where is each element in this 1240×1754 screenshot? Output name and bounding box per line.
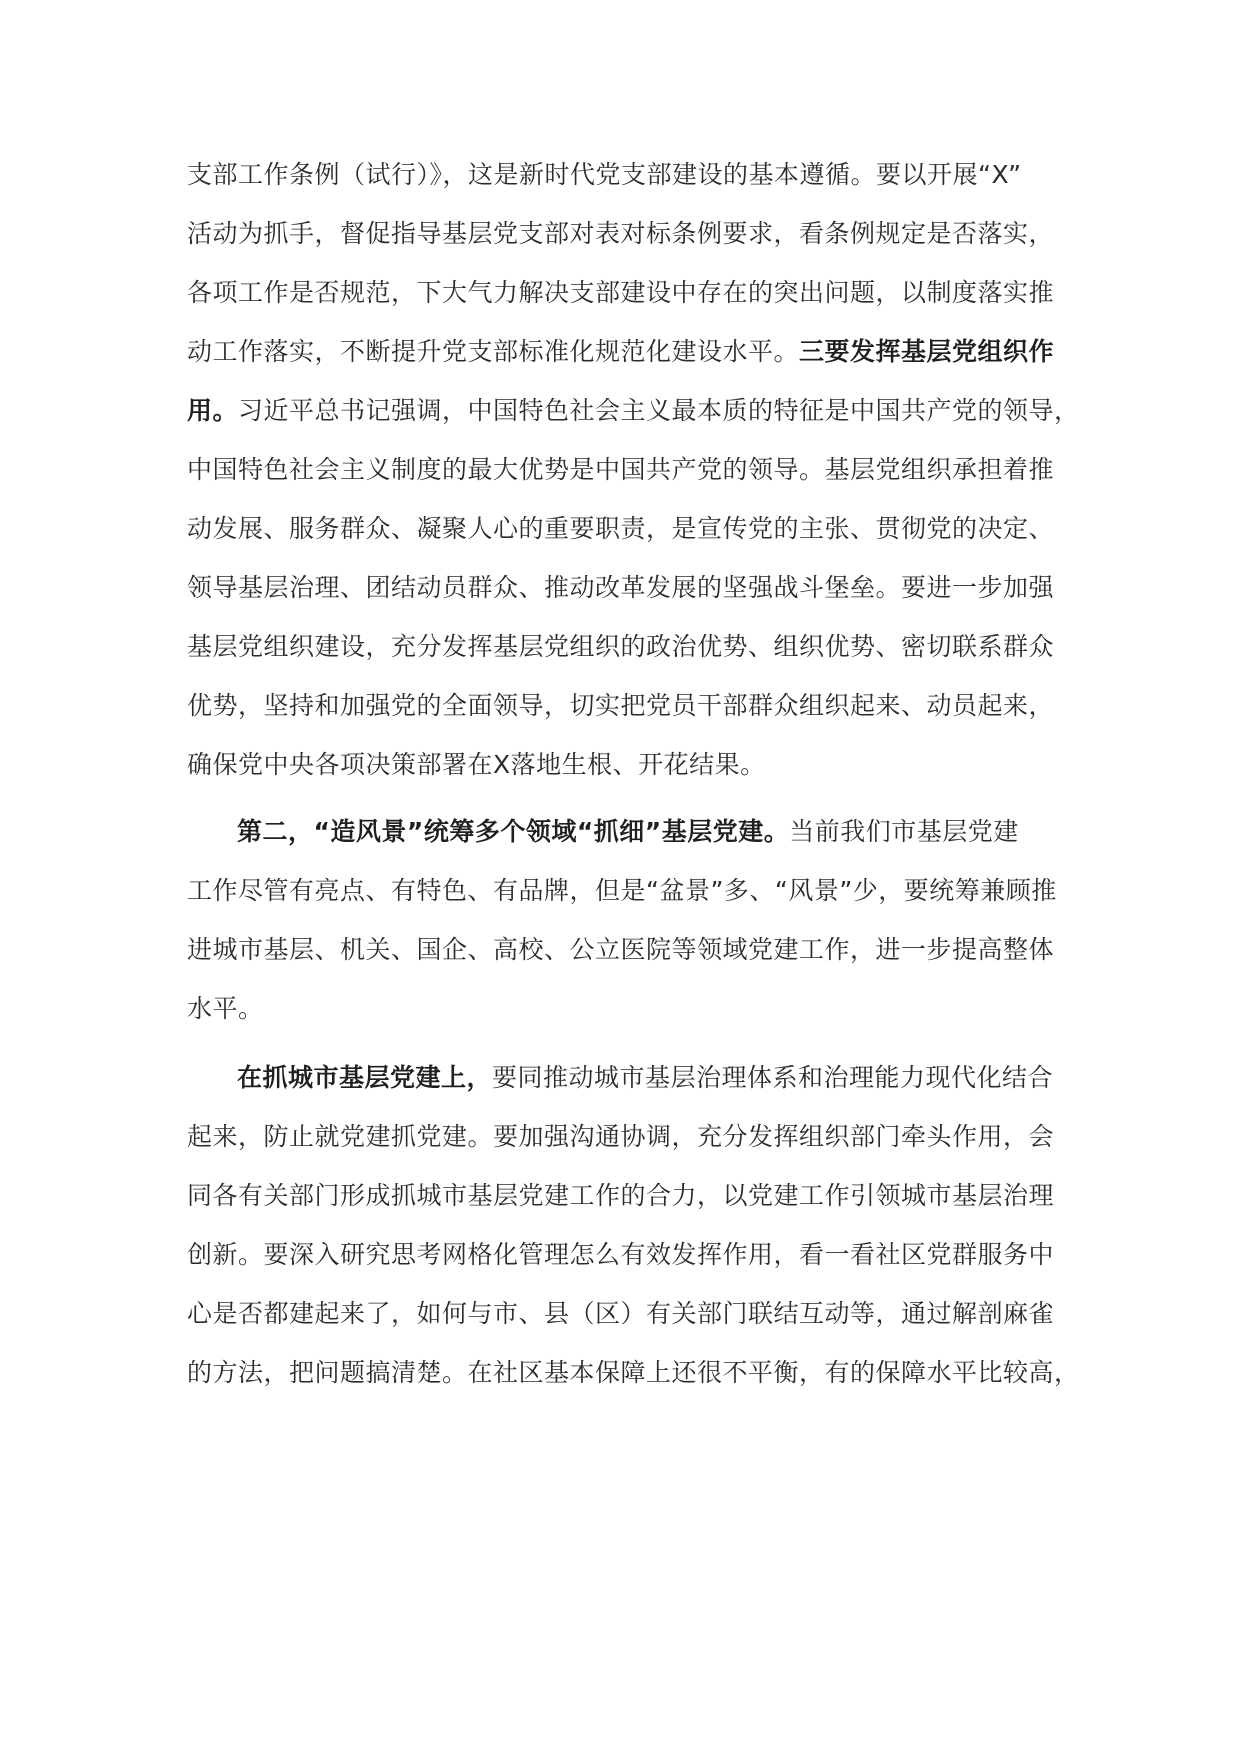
text-span: 活动为抓手，督促指导基层党支部对表对标条例要求，看条例规定是否落实， <box>187 219 1055 248</box>
paragraph-3-line-1 <box>237 1056 1087 1100</box>
text-span: 中国特色社会主义制度的最大优势是中国共产党的领导。基层党组织承担着推 <box>187 455 1055 484</box>
text-span: 领导基层治理、团结动员群众、推动改革发展的坚强战斗堡垒。要进一步加强 <box>187 573 1055 602</box>
paragraph-2-line-2 <box>187 869 1087 913</box>
text-span: 动工作落实，不断提升党支部标准化规范化建设水平。 <box>187 337 800 366</box>
paragraph-3-line-4 <box>187 1233 1087 1277</box>
paragraph-3-line-5 <box>187 1292 1087 1336</box>
text-span: 进城市基层、机关、国企、高校、公立医院等领域党建工作，进一步提高整体 <box>187 935 1055 964</box>
text-span: 动发展、服务群众、凝聚人心的重要职责，是宣传党的主张、贯彻党的决定、 <box>187 514 1055 543</box>
paragraph-2-line-3 <box>187 928 1087 972</box>
paragraph-1-line-5 <box>187 389 1087 433</box>
text-span: 优势，坚持和加强党的全面领导，切实把党员干部群众组织起来、动员起来， <box>187 691 1055 720</box>
paragraph-1-line-2 <box>187 212 1087 256</box>
text-span: 的方法，把问题搞清楚。在社区基本保障上还很不平衡，有的保障水平比较高， <box>187 1358 1080 1387</box>
paragraph-1-line-8 <box>187 566 1087 610</box>
text-span: 各项工作是否规范，下大气力解决支部建设中存在的突出问题，以制度落实推 <box>187 278 1055 307</box>
text-span: 起来，防止就党建抓党建。要加强沟通协调，充分发挥组织部门牵头作用，会 <box>187 1122 1055 1151</box>
paragraph-3-line-6 <box>187 1351 1087 1395</box>
text-span: 水平。 <box>187 994 264 1023</box>
paragraph-2-line-1 <box>237 810 1087 854</box>
text-span: 工作尽管有亮点、有特色、有品牌，但是“盆景”多、“风景”少，要统筹兼顾推 <box>187 876 1057 905</box>
text-span: 基层党组织建设，充分发挥基层党组织的政治优势、组织优势、密切联系群众 <box>187 632 1055 661</box>
paragraph-1-line-10 <box>187 684 1087 728</box>
paragraph-3-line-3 <box>187 1174 1087 1218</box>
paragraph-1-line-6 <box>187 448 1087 492</box>
paragraph-1-line-9 <box>187 625 1087 669</box>
paragraph-1-line-4 <box>187 330 1087 374</box>
text-span: 心是否都建起来了，如何与市、县（区）有关部门联结互动等，通过解剖麻雀 <box>187 1299 1055 1328</box>
text-span: 创新。要深入研究思考网格化管理怎么有效发挥作用，看一看社区党群服务中 <box>187 1240 1055 1269</box>
paragraph-1-line-11 <box>187 743 1087 787</box>
text-span: 确保党中央各项决策部署在X落地生根、开花结果。 <box>187 750 766 779</box>
bold-heading-span: 第二，“造风景”统筹多个领域“抓细”基层党建。 <box>237 817 790 846</box>
paragraph-1-line-7 <box>187 507 1087 551</box>
bold-heading-span: 在抓城市基层党建上， <box>237 1063 493 1092</box>
text-span: 同各有关部门形成抓城市基层党建工作的合力，以党建工作引领城市基层治理 <box>187 1181 1055 1210</box>
text-span: 要同推动城市基层治理体系和治理能力现代化结合 <box>492 1063 1054 1092</box>
text-span: 当前我们市基层党建 <box>789 817 1019 846</box>
paragraph-3-line-2 <box>187 1115 1087 1159</box>
paragraph-1-line-1 <box>187 153 1087 197</box>
bold-heading-span: 三要发挥基层党组织作 <box>799 337 1055 366</box>
text-span: 支部工作条例（试行）》，这是新时代党支部建设的基本遵循。要以开展“X” <box>187 160 1022 189</box>
paragraph-1-line-3 <box>187 271 1087 315</box>
bold-heading-span: 用。 <box>187 396 239 425</box>
paragraph-2-line-4 <box>187 987 1087 1031</box>
text-span: 习近平总书记强调，中国特色社会主义最本质的特征是中国共产党的领导， <box>238 396 1080 425</box>
